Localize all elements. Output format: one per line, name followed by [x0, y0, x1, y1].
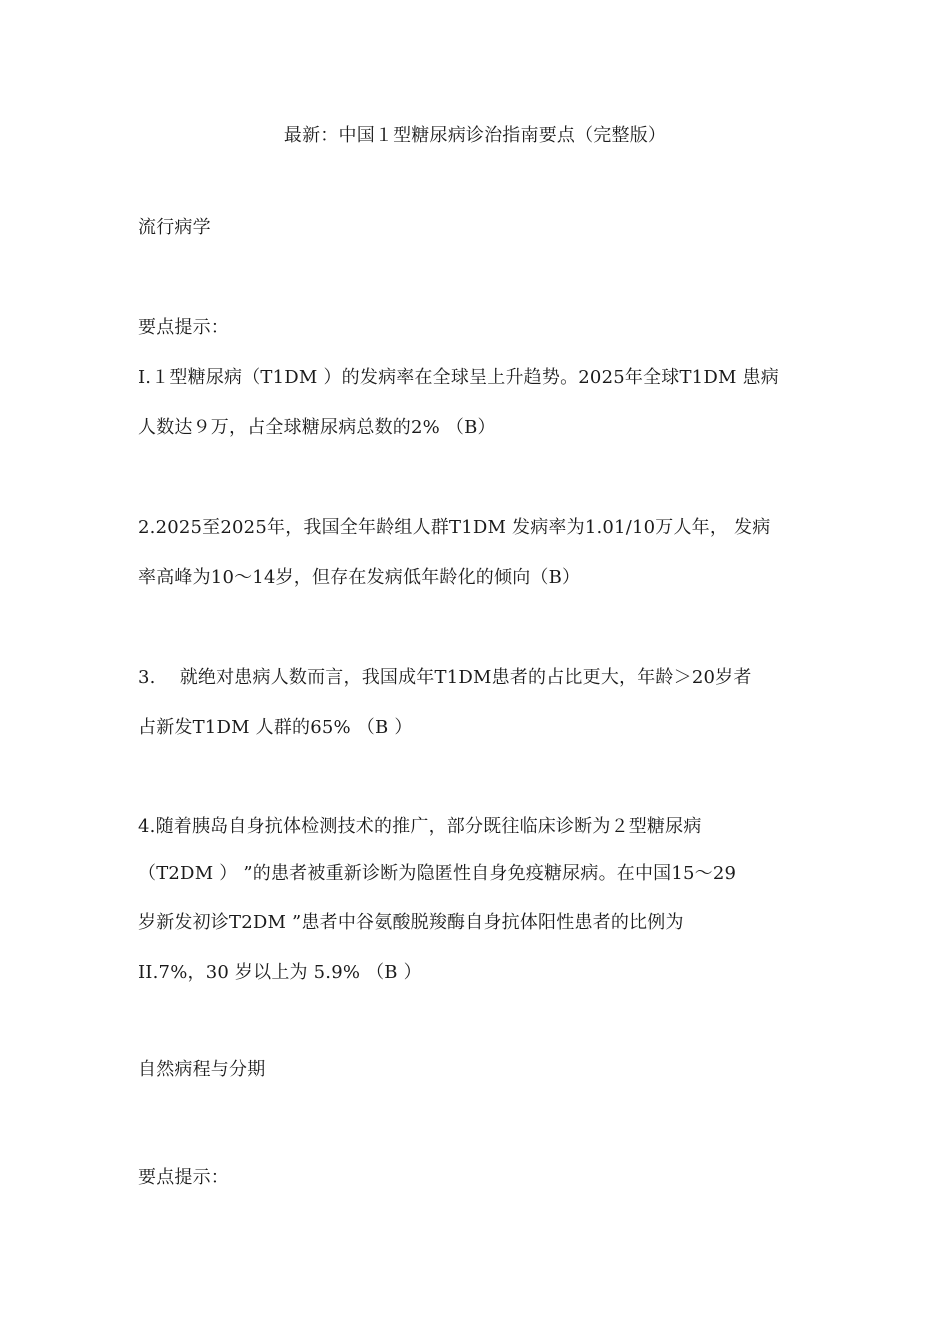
document-title: 最新：中国１型糖尿病诊治指南要点（完整版）	[283, 125, 667, 146]
paragraph-4-line-4: II.7%，30 岁以上为 5.9% （B ）	[138, 962, 422, 983]
section-heading-natural-course: 自然病程与分期	[138, 1059, 266, 1080]
paragraph-4-line-2: （T2DM ） ”的患者被重新诊断为隐匿性自身免疫糖尿病。在中国15〜29	[138, 863, 737, 884]
key-points-label: 要点提示：	[138, 317, 229, 338]
paragraph-2-line-2: 率高峰为10〜14岁，但存在发病低年龄化的倾向（B）	[138, 567, 581, 588]
paragraph-3-line-1: 3. 就绝对患病人数而言，我国成年T1DM患者的占比更大，年龄＞20岁者	[138, 667, 752, 688]
paragraph-4-line-1: 4.随着胰岛自身抗体检测技术的推广，部分既往临床诊断为２型糖尿病	[138, 816, 702, 837]
paragraph-4-line-3: 岁新发初诊T2DM ”患者中谷氨酸脱羧酶自身抗体阳性患者的比例为	[138, 912, 684, 933]
paragraph-1-line-2: 人数达９万，占全球糖尿病总数的2% （B）	[138, 417, 496, 438]
paragraph-2-line-1: 2.2025至2025年，我国全年龄组人群T1DM 发病率为1.01/10万人年， 发病	[138, 517, 771, 538]
paragraph-1-line-1: I.１型糖尿病（T1DM ）的发病率在全球呈上升趋势。2025年全球T1DM 患病	[138, 367, 779, 388]
paragraph-3-line-2: 占新发T1DM 人群的65% （B ）	[138, 717, 413, 738]
key-points-label-2: 要点提示：	[138, 1167, 229, 1188]
section-heading-epidemiology: 流行病学	[138, 217, 211, 238]
